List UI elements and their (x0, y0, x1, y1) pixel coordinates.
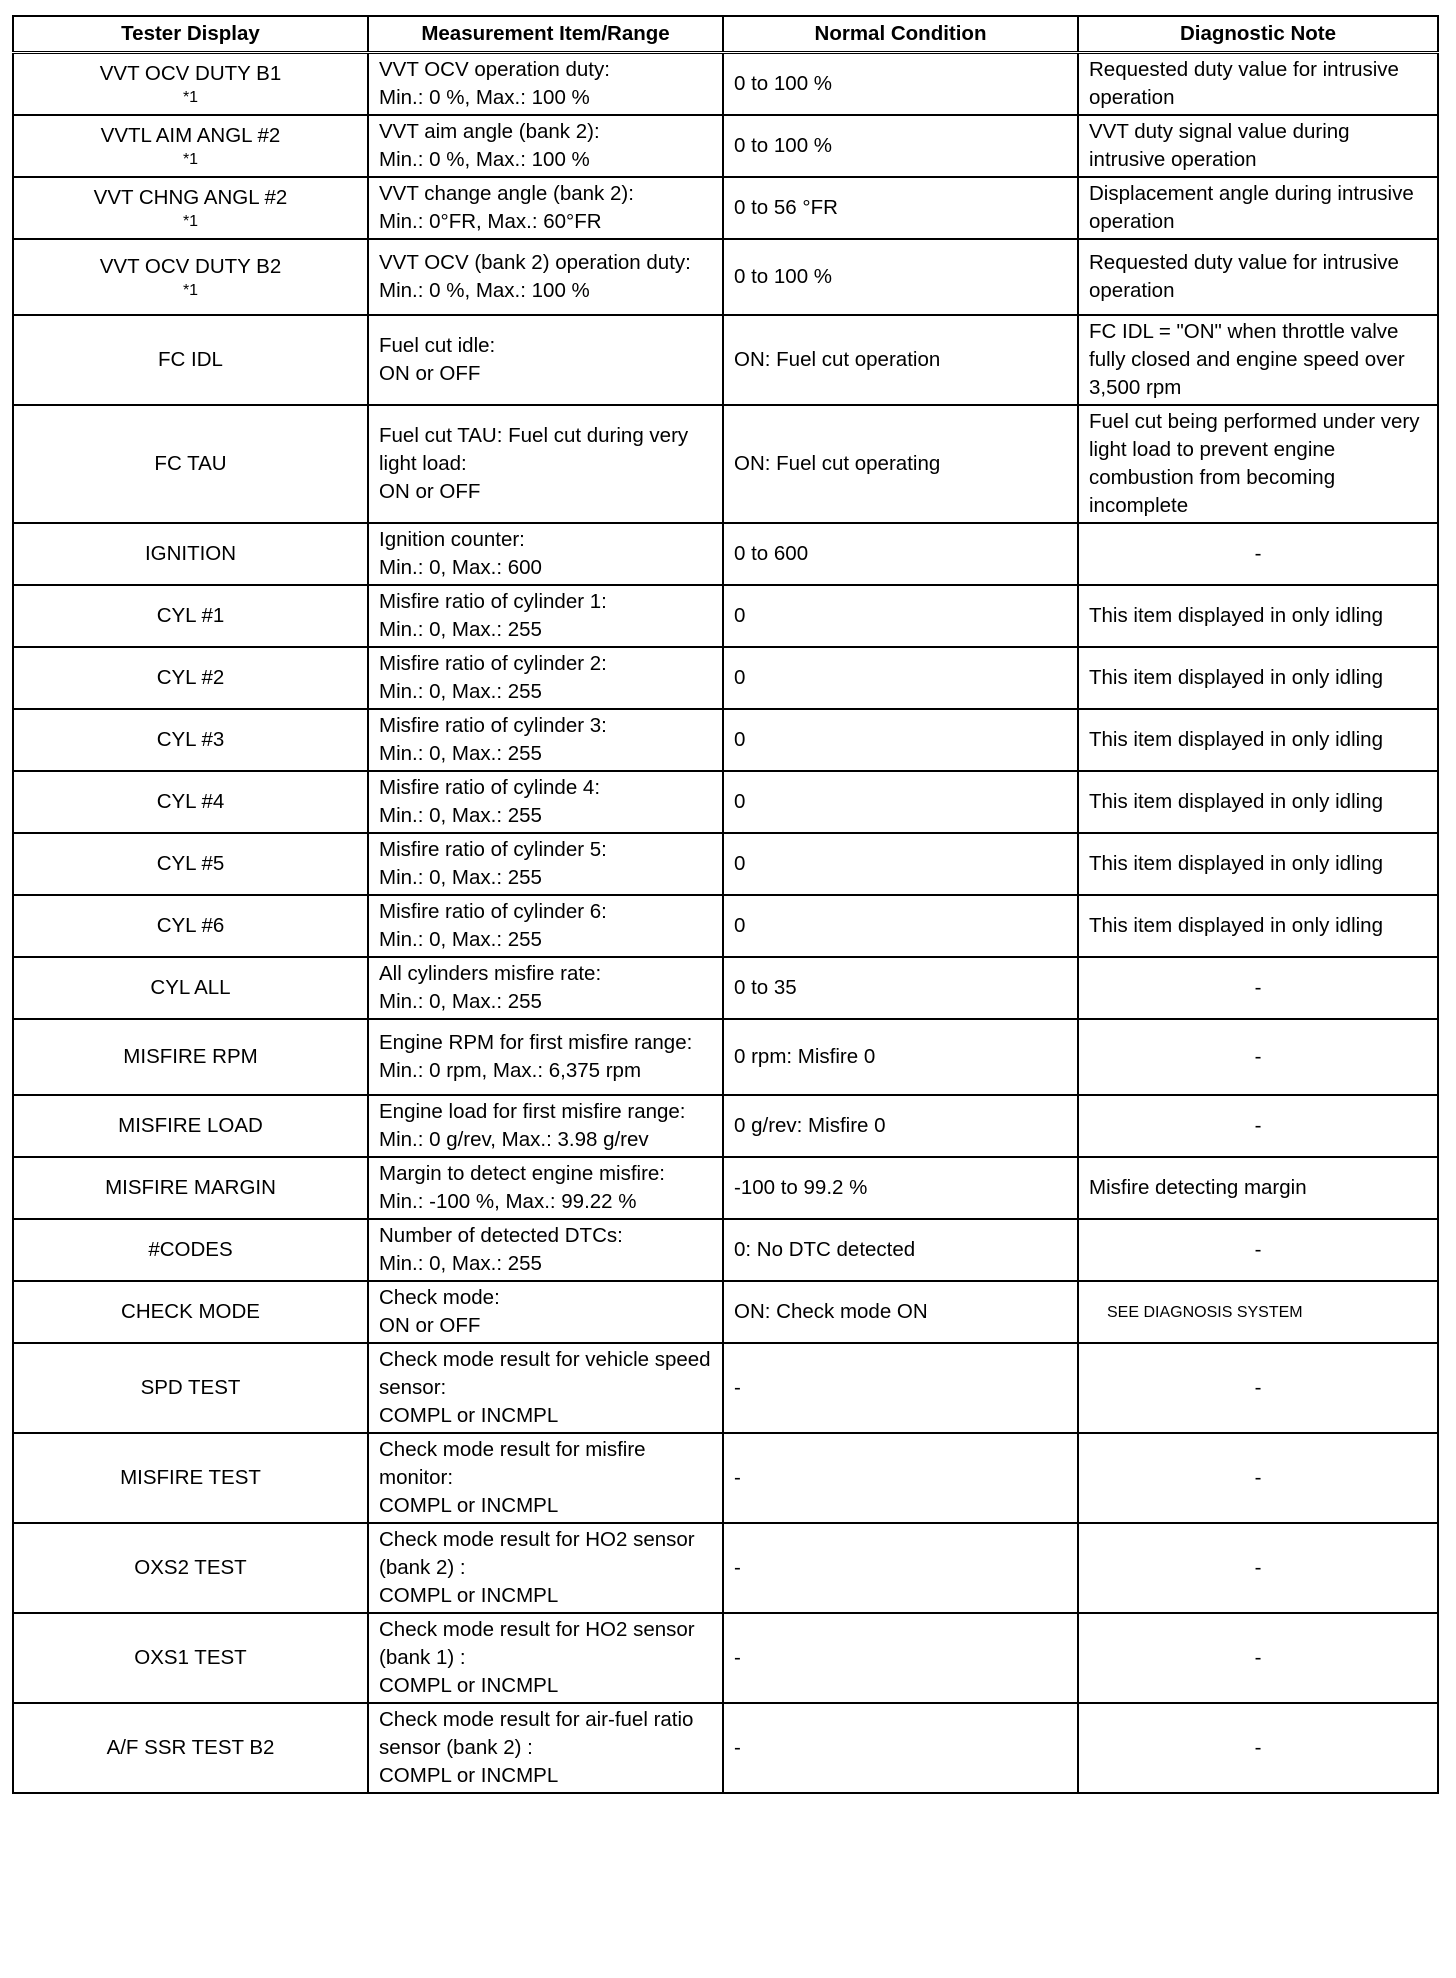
data-list-document (12, 15, 1437, 1794)
normal-condition-cell: 0 g/rev: Misfire 0 (723, 1095, 1078, 1157)
tester-display-cell (13, 647, 368, 709)
tester-display-cell (13, 1703, 368, 1793)
diagnostic-note-cell: This item displayed in only idling (1078, 709, 1438, 771)
tester-display-label: CYL #5 (156, 852, 225, 875)
normal-condition-cell: 0 to 56 °FR (723, 177, 1078, 239)
measurement-item-cell: Misfire ratio of cylinder 5: Min.: 0, Max.: 255 (368, 833, 723, 895)
measurement-item-cell: Check mode result for vehicle speed sensor: COMPL or INCMPL (368, 1343, 723, 1433)
diagnostic-note-cell: - (1078, 1613, 1438, 1703)
normal-condition-cell: ON: Check mode ON (723, 1281, 1078, 1343)
tester-display-label: CYL #4 (156, 790, 225, 813)
measurement-item-cell: VVT aim angle (bank 2): Min.: 0 %, Max.: 100 % (368, 115, 723, 177)
measurement-item-cell: Misfire ratio of cylinder 2: Min.: 0, Max.: 255 (368, 647, 723, 709)
measurement-item-cell: VVT OCV operation duty: Min.: 0 %, Max.: 100 % (368, 53, 723, 116)
diagnostic-note-cell: VVT duty signal value during intrusive operation (1078, 115, 1438, 177)
tester-display-label: VVT CHNG ANGL #2 (93, 186, 288, 209)
normal-condition-cell: ON: Fuel cut operation (723, 315, 1078, 405)
header-diagnostic-note: Diagnostic Note (1078, 16, 1438, 53)
tester-display-label: VVT OCV DUTY B1 (99, 62, 282, 85)
normal-condition-cell: 0 (723, 833, 1078, 895)
normal-condition-cell: 0 to 100 % (723, 115, 1078, 177)
tester-display-label: CYL ALL (150, 976, 231, 999)
normal-condition-cell: 0 to 100 % (723, 53, 1078, 116)
diagnostic-note-cell: FC IDL = "ON" when throttle valve fully closed and engine speed over 3,500 rpm (1078, 315, 1438, 405)
measurement-item-cell: Number of detected DTCs: Min.: 0, Max.: 255 (368, 1219, 723, 1281)
diagnostic-note-cell: - (1078, 1433, 1438, 1523)
tester-display-label: CYL #6 (156, 914, 225, 937)
tester-display-label: MISFIRE MARGIN (105, 1176, 276, 1199)
tester-display-label: FC TAU (154, 452, 227, 475)
table-row (13, 771, 1438, 833)
normal-condition-cell: 0 rpm: Misfire 0 (723, 1019, 1078, 1095)
tester-display-cell (13, 239, 368, 315)
tester-display-label: OXS1 TEST (134, 1646, 247, 1669)
data-list-table (12, 15, 1439, 1794)
normal-condition-cell: 0 (723, 647, 1078, 709)
tester-display-label: #CODES (148, 1238, 233, 1261)
tester-display-label: CYL #3 (156, 728, 225, 751)
diagnostic-note-cell: - (1078, 957, 1438, 1019)
table-row (13, 523, 1438, 585)
table-row (13, 1343, 1438, 1433)
tester-display-cell (13, 1343, 368, 1433)
diagnostic-note-cell: - (1078, 1019, 1438, 1095)
tester-display-label: IGNITION (144, 542, 237, 565)
tester-display-cell (13, 833, 368, 895)
measurement-item-cell: Check mode result for air-fuel ratio sensor (bank 2) : COMPL or INCMPL (368, 1703, 723, 1793)
tester-display-cell (13, 1523, 368, 1613)
normal-condition-cell: - (723, 1523, 1078, 1613)
tester-display-cell (13, 957, 368, 1019)
header-normal-condition: Normal Condition (723, 16, 1078, 53)
measurement-item-cell: Margin to detect engine misfire: Min.: -100 %, Max.: 99.22 % (368, 1157, 723, 1219)
tester-display-label: CHECK MODE (121, 1300, 260, 1323)
diagnostic-note-cell: - (1078, 1219, 1438, 1281)
table-header-row (13, 16, 1438, 53)
table-row (13, 833, 1438, 895)
normal-condition-cell: 0 to 600 (723, 523, 1078, 585)
measurement-item-cell: VVT OCV (bank 2) operation duty: Min.: 0 %, Max.: 100 % (368, 239, 723, 315)
normal-condition-cell: 0 (723, 895, 1078, 957)
table-row (13, 1433, 1438, 1523)
diagnostic-note-cell: This item displayed in only idling (1078, 771, 1438, 833)
tester-display-cell (13, 585, 368, 647)
table-row (13, 1703, 1438, 1793)
tester-display-cell (13, 771, 368, 833)
normal-condition-cell: ON: Fuel cut operating (723, 405, 1078, 523)
normal-condition-cell: -100 to 99.2 % (723, 1157, 1078, 1219)
measurement-item-cell: Check mode: ON or OFF (368, 1281, 723, 1343)
table-row (13, 315, 1438, 405)
table-row (13, 1019, 1438, 1095)
tester-display-cell (13, 709, 368, 771)
diagnostic-note-cell: - (1078, 1703, 1438, 1793)
footnote-marker: *1 (182, 89, 199, 106)
table-row (13, 1219, 1438, 1281)
footnote-marker: *1 (182, 151, 199, 168)
measurement-item-cell: Check mode result for misfire monitor: COMPL or INCMPL (368, 1433, 723, 1523)
diagnostic-note-cell: This item displayed in only idling (1078, 895, 1438, 957)
normal-condition-cell: 0 to 100 % (723, 239, 1078, 315)
tester-display-cell (13, 1281, 368, 1343)
diagnostic-note-cell: Misfire detecting margin (1078, 1157, 1438, 1219)
normal-condition-cell: 0 (723, 709, 1078, 771)
table-row (13, 53, 1438, 116)
measurement-item-cell: Check mode result for HO2 sensor (bank 2) : COMPL or INCMPL (368, 1523, 723, 1613)
tester-display-label: SPD TEST (140, 1376, 241, 1399)
diagnostic-note-cell: This item displayed in only idling (1078, 647, 1438, 709)
diagnostic-note-cell: - (1078, 1095, 1438, 1157)
tester-display-cell (13, 895, 368, 957)
table-row (13, 1523, 1438, 1613)
measurement-item-cell: VVT change angle (bank 2): Min.: 0°FR, Max.: 60°FR (368, 177, 723, 239)
normal-condition-cell: - (723, 1703, 1078, 1793)
table-row (13, 1095, 1438, 1157)
tester-display-cell (13, 1157, 368, 1219)
table-row (13, 1281, 1438, 1343)
table-row (13, 895, 1438, 957)
measurement-item-cell: Ignition counter: Min.: 0, Max.: 600 (368, 523, 723, 585)
tester-display-cell (13, 177, 368, 239)
normal-condition-cell: 0 (723, 771, 1078, 833)
tester-display-label: CYL #1 (156, 604, 225, 627)
normal-condition-cell: - (723, 1433, 1078, 1523)
table-row (13, 239, 1438, 315)
measurement-item-cell: Fuel cut TAU: Fuel cut during very light load: ON or OFF (368, 405, 723, 523)
tester-display-label: VVT OCV DUTY B2 (99, 255, 282, 278)
tester-display-label: CYL #2 (156, 666, 225, 689)
tester-display-label: VVTL AIM ANGL #2 (100, 124, 281, 147)
normal-condition-cell: - (723, 1613, 1078, 1703)
measurement-item-cell: Check mode result for HO2 sensor (bank 1) : COMPL or INCMPL (368, 1613, 723, 1703)
table-row (13, 115, 1438, 177)
measurement-item-cell: Misfire ratio of cylinder 1: Min.: 0, Max.: 255 (368, 585, 723, 647)
diagnostic-note-cell: This item displayed in only idling (1078, 833, 1438, 895)
tester-display-label: OXS2 TEST (134, 1556, 247, 1579)
table-row (13, 1157, 1438, 1219)
measurement-item-cell: All cylinders misfire rate: Min.: 0, Max.: 255 (368, 957, 723, 1019)
table-row (13, 709, 1438, 771)
tester-display-cell (13, 405, 368, 523)
footnote-marker: *1 (182, 213, 199, 230)
table-row (13, 1613, 1438, 1703)
cross-reference-link[interactable]: SEE DIAGNOSIS SYSTEM (1107, 1304, 1303, 1321)
measurement-item-cell: Misfire ratio of cylinder 6: Min.: 0, Max.: 255 (368, 895, 723, 957)
tester-display-cell (13, 523, 368, 585)
diagnostic-note-cell: - (1078, 523, 1438, 585)
diagnostic-note-cell (1078, 1281, 1438, 1343)
tester-display-label: MISFIRE LOAD (118, 1114, 263, 1137)
measurement-item-cell: Misfire ratio of cylinde 4: Min.: 0, Max.: 255 (368, 771, 723, 833)
tester-display-label: MISFIRE RPM (123, 1045, 258, 1068)
tester-display-cell (13, 1433, 368, 1523)
footnote-marker: *1 (182, 282, 199, 299)
tester-display-cell (13, 115, 368, 177)
table-row (13, 957, 1438, 1019)
tester-display-cell (13, 1095, 368, 1157)
normal-condition-cell: 0 to 35 (723, 957, 1078, 1019)
tester-display-cell (13, 1219, 368, 1281)
diagnostic-note-cell: Requested duty value for intrusive operation (1078, 53, 1438, 116)
header-tester-display: Tester Display (13, 16, 368, 53)
tester-display-label: MISFIRE TEST (120, 1466, 261, 1489)
diagnostic-note-cell: - (1078, 1523, 1438, 1613)
measurement-item-cell: Engine RPM for first misfire range: Min.: 0 rpm, Max.: 6,375 rpm (368, 1019, 723, 1095)
table-row (13, 647, 1438, 709)
tester-display-label: A/F SSR TEST B2 (106, 1736, 275, 1759)
tester-display-cell (13, 53, 368, 116)
table-row (13, 405, 1438, 523)
diagnostic-note-cell: Requested duty value for intrusive operation (1078, 239, 1438, 315)
tester-display-cell (13, 1613, 368, 1703)
tester-display-cell (13, 1019, 368, 1095)
tester-display-label: FC IDL (158, 348, 223, 371)
measurement-item-cell: Misfire ratio of cylinder 3: Min.: 0, Max.: 255 (368, 709, 723, 771)
header-measurement-item: Measurement Item/Range (368, 16, 723, 53)
diagnostic-note-cell: - (1078, 1343, 1438, 1433)
table-row (13, 585, 1438, 647)
diagnostic-note-cell: Displacement angle during intrusive operation (1078, 177, 1438, 239)
tester-display-cell (13, 315, 368, 405)
diagnostic-note-cell: This item displayed in only idling (1078, 585, 1438, 647)
table-row (13, 177, 1438, 239)
measurement-item-cell: Fuel cut idle: ON or OFF (368, 315, 723, 405)
normal-condition-cell: - (723, 1343, 1078, 1433)
diagnostic-note-cell: Fuel cut being performed under very light load to prevent engine combustion from becoming incomplete (1078, 405, 1438, 523)
normal-condition-cell: 0 (723, 585, 1078, 647)
normal-condition-cell: 0: No DTC detected (723, 1219, 1078, 1281)
measurement-item-cell: Engine load for first misfire range: Min.: 0 g/rev, Max.: 3.98 g/rev (368, 1095, 723, 1157)
